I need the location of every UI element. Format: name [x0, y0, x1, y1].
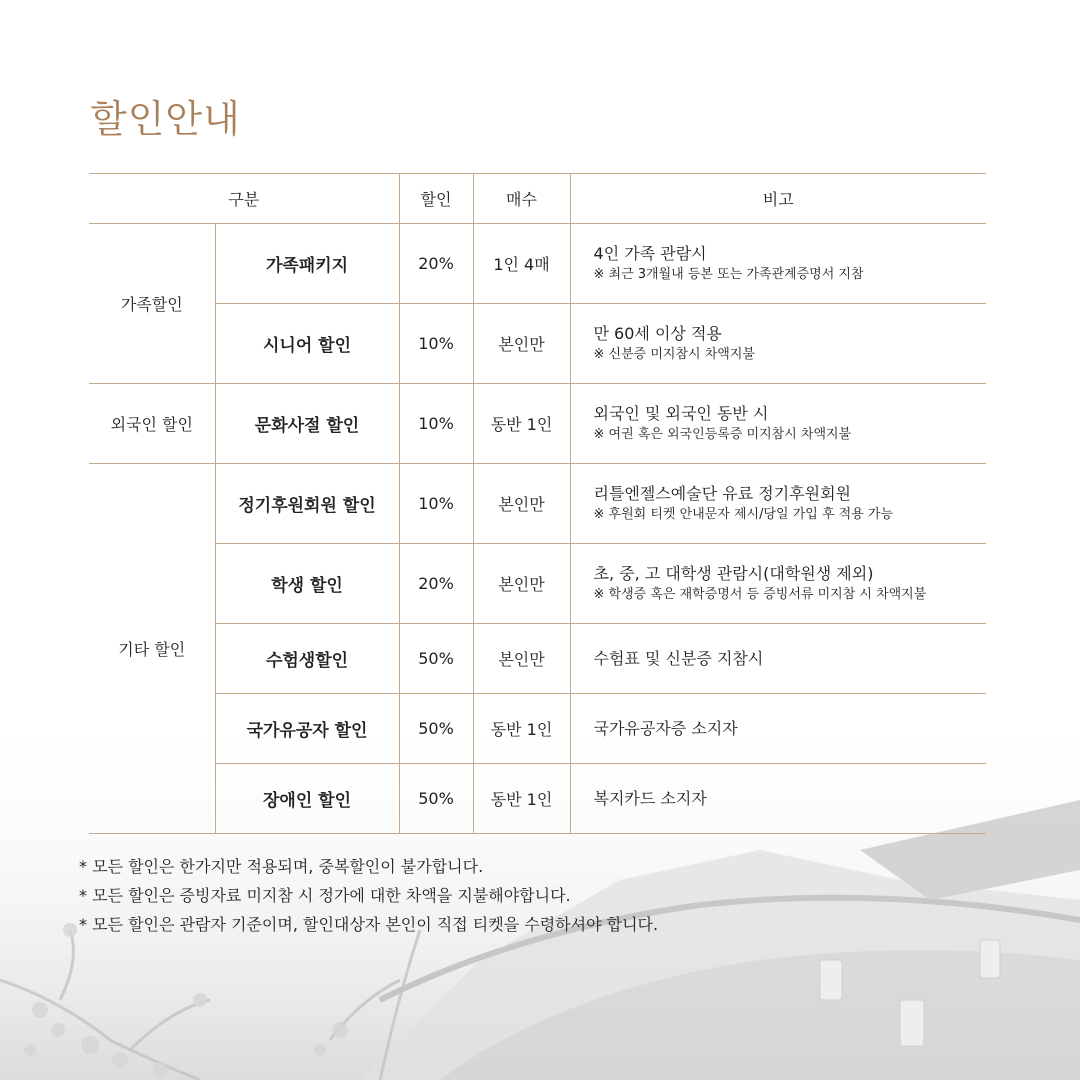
- remarks-cell: [570, 624, 986, 694]
- ticket-quantity: 동반 1인: [473, 384, 570, 464]
- discount-name: 국가유공자 할인: [215, 694, 399, 764]
- table-header-row: [89, 174, 986, 224]
- header-discount: 할인: [399, 174, 473, 224]
- header-category: 구분: [89, 174, 399, 224]
- ticket-quantity: 1인 4매: [473, 224, 570, 304]
- discount-name: 가족패키지: [215, 224, 399, 304]
- table-row: [89, 624, 986, 694]
- ticket-quantity: 본인만: [473, 304, 570, 384]
- discount-rate: 10%: [399, 304, 473, 384]
- remarks-cell: [570, 464, 986, 544]
- remarks-sub: ※ 후원회 티켓 안내문자 제시/당일 가입 후 적용 가능: [593, 506, 894, 522]
- discount-rate: 20%: [399, 224, 473, 304]
- table-row: [89, 464, 986, 544]
- header-remarks: 비고: [570, 174, 986, 224]
- discount-rate: 20%: [399, 544, 473, 624]
- remarks-main: 리틀엔젤스예술단 유료 정기후원회원: [593, 483, 851, 503]
- remarks-sub: ※ 학생증 혹은 재학증명서 등 증빙서류 미지참 시 차액지불: [593, 586, 927, 602]
- table-row: [89, 224, 986, 304]
- ticket-quantity: 동반 1인: [473, 694, 570, 764]
- discount-name: 수험생할인: [215, 624, 399, 694]
- discount-rate: 50%: [399, 694, 473, 764]
- ticket-quantity: 동반 1인: [473, 764, 570, 834]
- remarks-cell: [570, 304, 986, 384]
- header-quantity: 매수: [473, 174, 570, 224]
- footnote: * 모든 할인은 관람자 기준이며, 할인대상자 본인이 직접 티켓을 수령하셔야 합니다.: [79, 915, 659, 934]
- remarks-cell: [570, 764, 986, 834]
- footnote: * 모든 할인은 증빙자료 미지참 시 정가에 대한 차액을 지불해야합니다.: [79, 886, 571, 905]
- remarks-cell: [570, 544, 986, 624]
- table-row: [89, 694, 986, 764]
- remarks-main: 초, 중, 고 대학생 관람시(대학원생 제외): [593, 563, 874, 583]
- discount-table: [89, 173, 986, 834]
- footnote: * 모든 할인은 한가지만 적용되며, 중복할인이 불가합니다.: [79, 857, 484, 876]
- remarks-main: 수험표 및 신분증 지참시: [593, 648, 764, 668]
- discount-name: 정기후원회원 할인: [215, 464, 399, 544]
- remarks-main: 복지카드 소지자: [593, 788, 707, 808]
- table-row: [89, 764, 986, 834]
- remarks-sub: ※ 신분증 미지참시 차액지불: [593, 346, 755, 362]
- remarks-main: 외국인 및 외국인 동반 시: [593, 403, 769, 423]
- discount-name: 시니어 할인: [215, 304, 399, 384]
- remarks-cell: [570, 694, 986, 764]
- page-title: 할인안내: [90, 97, 241, 141]
- ticket-quantity: 본인만: [473, 544, 570, 624]
- discount-name: 문화사절 할인: [215, 384, 399, 464]
- group-foreigner: 외국인 할인: [89, 384, 215, 464]
- table-row: [89, 544, 986, 624]
- table-row: [89, 304, 986, 384]
- ticket-quantity: 본인만: [473, 464, 570, 544]
- remarks-cell: [570, 384, 986, 464]
- group-other: 기타 할인: [89, 464, 215, 834]
- remarks-main: 만 60세 이상 적용: [593, 323, 722, 343]
- discount-rate: 10%: [399, 464, 473, 544]
- group-family: 가족할인: [89, 224, 215, 384]
- discount-name: 학생 할인: [215, 544, 399, 624]
- discount-rate: 50%: [399, 624, 473, 694]
- discount-name: 장애인 할인: [215, 764, 399, 834]
- remarks-cell: [570, 224, 986, 304]
- discount-rate: 10%: [399, 384, 473, 464]
- discount-rate: 50%: [399, 764, 473, 834]
- footnotes: [79, 852, 658, 939]
- remarks-sub: ※ 최근 3개월내 등본 또는 가족관계증명서 지참: [593, 266, 864, 282]
- remarks-sub: ※ 여권 혹은 외국인등록증 미지참시 차액지불: [593, 426, 852, 442]
- ticket-quantity: 본인만: [473, 624, 570, 694]
- table-row: [89, 384, 986, 464]
- remarks-main: 4인 가족 관람시: [593, 243, 707, 263]
- remarks-main: 국가유공자증 소지자: [593, 718, 738, 738]
